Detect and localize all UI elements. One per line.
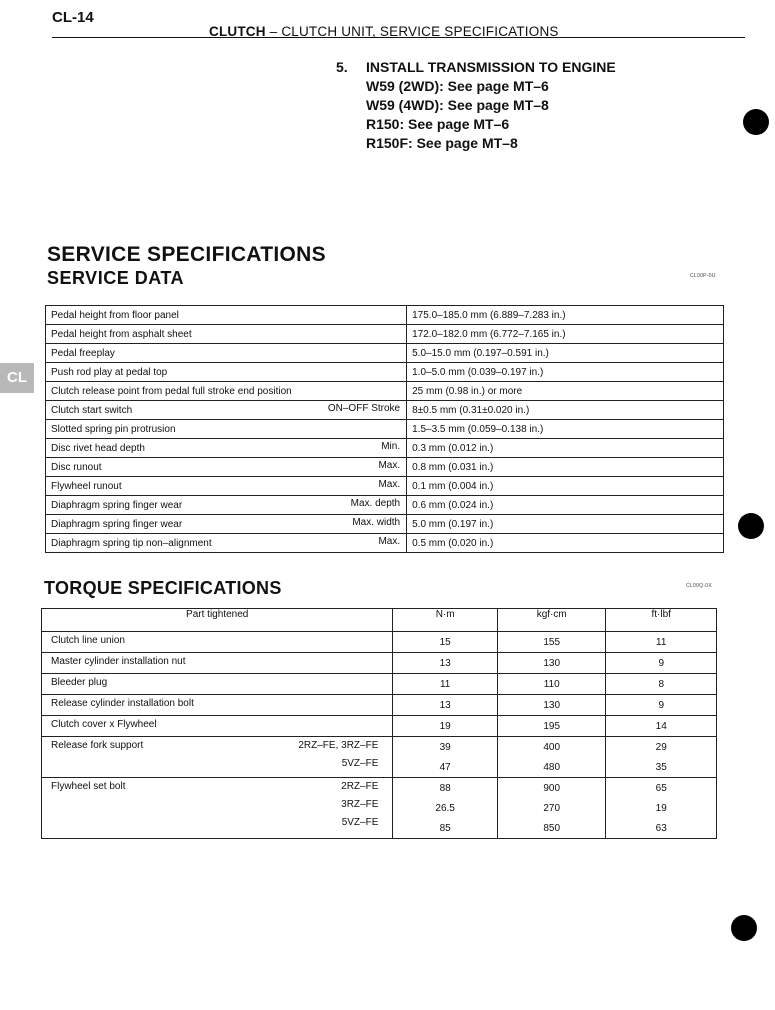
torque-nm-cell bbox=[393, 737, 498, 778]
spec-item: Pedal freeplay bbox=[51, 347, 115, 359]
table-row bbox=[42, 695, 717, 716]
spec-value: 5.0 mm (0.197 in.) bbox=[407, 515, 724, 534]
spec-value: 0.8 mm (0.031 in.) bbox=[407, 458, 724, 477]
header-rule bbox=[52, 37, 745, 38]
torque-nm: 39 bbox=[439, 742, 451, 753]
spec-item: Clutch release point from pedal full stroke end position bbox=[51, 385, 292, 397]
torque-nm: 13 bbox=[439, 700, 451, 711]
table-row bbox=[46, 382, 724, 401]
spec-qualifier: ON–OFF Stroke bbox=[327, 403, 401, 414]
table-row bbox=[46, 439, 724, 458]
torque-kgfcm-cell bbox=[497, 778, 606, 839]
table-row bbox=[46, 458, 724, 477]
table-row bbox=[46, 325, 724, 344]
torque-kgfcm-cell bbox=[497, 716, 606, 737]
spec-item-cell bbox=[46, 363, 407, 382]
table-row bbox=[46, 306, 724, 325]
table-header-row bbox=[42, 609, 717, 632]
spec-item-cell bbox=[46, 439, 407, 458]
table-row bbox=[42, 716, 717, 737]
column-header-kgf: kgf·cm bbox=[497, 609, 606, 632]
torque-nm: 47 bbox=[439, 762, 451, 773]
torque-nm: 26.5 bbox=[435, 803, 455, 814]
spec-value: 1.5–3.5 mm (0.059–0.138 in.) bbox=[407, 420, 724, 439]
torque-kgfcm: 130 bbox=[543, 658, 561, 669]
torque-ftlbf-cell bbox=[606, 737, 717, 778]
torque-part: Master cylinder installation nut bbox=[51, 656, 186, 667]
spec-value: 0.1 mm (0.004 in.) bbox=[407, 477, 724, 496]
service-specifications-heading: SERVICE SPECIFICATIONS bbox=[47, 243, 326, 266]
spec-item-cell bbox=[46, 420, 407, 439]
torque-kgfcm-cell bbox=[497, 653, 606, 674]
torque-nm: 11 bbox=[439, 679, 451, 690]
torque-ftlbf: 9 bbox=[658, 700, 665, 711]
table-row bbox=[46, 363, 724, 382]
engine-variant: 5VZ–FE bbox=[341, 758, 379, 769]
spec-item-cell bbox=[46, 496, 407, 515]
torque-nm-cell bbox=[393, 695, 498, 716]
torque-nm: 19 bbox=[439, 721, 451, 732]
torque-ftlbf: 63 bbox=[655, 823, 667, 834]
spec-value: 172.0–182.0 mm (6.772–7.165 in.) bbox=[407, 325, 724, 344]
spec-item-cell bbox=[46, 306, 407, 325]
torque-kgfcm: 270 bbox=[543, 803, 561, 814]
spec-qualifier: Max. width bbox=[352, 517, 401, 528]
service-data-code: CL00P-0U bbox=[690, 273, 716, 279]
table-row bbox=[42, 737, 717, 778]
torque-ftlbf-cell bbox=[606, 778, 717, 839]
spec-item: Clutch start switch bbox=[51, 404, 133, 416]
table-row bbox=[46, 401, 724, 420]
torque-code: CL00Q-0X bbox=[686, 583, 713, 589]
spec-item: Diaphragm spring tip non–alignment bbox=[51, 537, 212, 549]
torque-specifications-heading: TORQUE SPECIFICATIONS bbox=[44, 578, 282, 598]
torque-part-cell bbox=[42, 737, 393, 778]
torque-nm-cell bbox=[393, 716, 498, 737]
table-row bbox=[46, 515, 724, 534]
spec-item: Diaphragm spring finger wear bbox=[51, 499, 183, 511]
torque-kgfcm: 900 bbox=[543, 783, 561, 794]
binder-hole-dot bbox=[738, 513, 764, 539]
spec-item-cell bbox=[46, 515, 407, 534]
step-reference: W59 (4WD): See page MT–8 bbox=[366, 97, 549, 113]
table-row bbox=[42, 632, 717, 653]
header-subsection: – CLUTCH UNIT, SERVICE SPECIFICATIONS bbox=[265, 24, 559, 39]
spec-value: 1.0–5.0 mm (0.039–0.197 in.) bbox=[407, 363, 724, 382]
spec-item: Pedal height from asphalt sheet bbox=[51, 328, 192, 340]
torque-part: Clutch cover x Flywheel bbox=[51, 719, 157, 730]
column-header-ftlbf: ft·lbf bbox=[606, 609, 717, 632]
torque-nm: 13 bbox=[439, 658, 451, 669]
torque-part-cell bbox=[42, 695, 393, 716]
torque-ftlbf: 8 bbox=[658, 679, 665, 690]
spec-value: 8±0.5 mm (0.31±0.020 in.) bbox=[407, 401, 724, 420]
spec-qualifier: Max. bbox=[378, 460, 401, 471]
torque-ftlbf-cell bbox=[606, 716, 717, 737]
table-row bbox=[46, 344, 724, 363]
torque-kgfcm-cell bbox=[497, 632, 606, 653]
torque-kgfcm: 155 bbox=[543, 637, 561, 648]
spec-qualifier: Max. depth bbox=[350, 498, 401, 509]
spec-item: Flywheel runout bbox=[51, 480, 122, 492]
page-number: CL-14 bbox=[52, 9, 94, 26]
torque-part: Release cylinder installation bolt bbox=[51, 698, 194, 709]
spec-item-cell bbox=[46, 401, 407, 420]
service-data-table bbox=[45, 305, 724, 553]
torque-kgfcm: 480 bbox=[543, 762, 561, 773]
torque-ftlbf-cell bbox=[606, 674, 717, 695]
torque-table bbox=[41, 608, 717, 839]
engine-variant: 3RZ–FE bbox=[341, 799, 379, 810]
spec-item: Disc runout bbox=[51, 461, 102, 473]
torque-nm: 88 bbox=[439, 783, 451, 794]
torque-ftlbf: 65 bbox=[655, 783, 667, 794]
table-row bbox=[42, 653, 717, 674]
torque-ftlbf-cell bbox=[606, 632, 717, 653]
spec-item-cell bbox=[46, 534, 407, 553]
torque-nm-cell bbox=[393, 674, 498, 695]
torque-nm-cell bbox=[393, 778, 498, 839]
spec-item: Diaphragm spring finger wear bbox=[51, 518, 183, 530]
spec-qualifier: Min. bbox=[381, 441, 401, 452]
torque-kgfcm-cell bbox=[497, 737, 606, 778]
torque-kgfcm: 130 bbox=[543, 700, 561, 711]
torque-part-cell bbox=[42, 716, 393, 737]
torque-kgfcm: 195 bbox=[543, 721, 561, 732]
spec-value: 25 mm (0.98 in.) or more bbox=[407, 382, 724, 401]
torque-ftlbf: 14 bbox=[655, 721, 667, 732]
torque-ftlbf-cell bbox=[606, 695, 717, 716]
table-row bbox=[46, 477, 724, 496]
spec-qualifier: Max. bbox=[378, 536, 401, 547]
engine-variant: 2RZ–FE, 3RZ–FE bbox=[298, 740, 379, 751]
binder-hole-dot bbox=[743, 109, 769, 135]
engine-variant: 2RZ–FE bbox=[341, 781, 379, 792]
spec-item-cell bbox=[46, 325, 407, 344]
section-tab: CL bbox=[0, 363, 34, 393]
step-number: 5. bbox=[336, 59, 348, 75]
spec-item: Slotted spring pin protrusion bbox=[51, 423, 176, 435]
torque-nm-cell bbox=[393, 632, 498, 653]
step-title: INSTALL TRANSMISSION TO ENGINE bbox=[366, 59, 616, 75]
torque-part-cell bbox=[42, 653, 393, 674]
step-reference: R150: See page MT–6 bbox=[366, 116, 510, 132]
spec-item-cell bbox=[46, 344, 407, 363]
header-section: CLUTCH bbox=[209, 24, 266, 39]
column-header-nm: N·m bbox=[393, 609, 498, 632]
column-header-part: Part tightened bbox=[42, 609, 393, 632]
step-reference: R150F: See page MT–8 bbox=[366, 135, 518, 151]
torque-part-cell bbox=[42, 632, 393, 653]
table-row bbox=[42, 674, 717, 695]
table-row bbox=[46, 534, 724, 553]
torque-nm: 85 bbox=[439, 823, 451, 834]
spec-value: 5.0–15.0 mm (0.197–0.591 in.) bbox=[407, 344, 724, 363]
spec-value: 0.3 mm (0.012 in.) bbox=[407, 439, 724, 458]
spec-qualifier: Max. bbox=[378, 479, 401, 490]
torque-kgfcm-cell bbox=[497, 674, 606, 695]
service-data-heading: SERVICE DATA bbox=[47, 268, 185, 288]
torque-kgfcm: 850 bbox=[543, 823, 561, 834]
torque-part: Clutch line union bbox=[51, 635, 125, 646]
spec-value: 175.0–185.0 mm (6.889–7.283 in.) bbox=[407, 306, 724, 325]
step-reference: W59 (2WD): See page MT–6 bbox=[366, 78, 549, 94]
torque-ftlbf: 29 bbox=[655, 742, 667, 753]
spec-item: Disc rivet head depth bbox=[51, 442, 145, 454]
table-row bbox=[42, 778, 717, 839]
spec-item: Push rod play at pedal top bbox=[51, 366, 168, 378]
spec-item-cell bbox=[46, 458, 407, 477]
table-row bbox=[46, 420, 724, 439]
torque-part-cell bbox=[42, 674, 393, 695]
torque-kgfcm-cell bbox=[497, 695, 606, 716]
torque-ftlbf: 35 bbox=[655, 762, 667, 773]
torque-ftlbf: 11 bbox=[656, 637, 667, 648]
torque-ftlbf: 19 bbox=[655, 803, 667, 814]
torque-ftlbf-cell bbox=[606, 653, 717, 674]
binder-hole-dot bbox=[731, 915, 757, 941]
install-step bbox=[336, 58, 616, 153]
torque-part: Release fork support bbox=[51, 740, 144, 751]
torque-ftlbf: 9 bbox=[658, 658, 665, 669]
torque-part: Flywheel set bolt bbox=[51, 781, 126, 792]
spec-item-cell bbox=[46, 477, 407, 496]
spec-value: 0.5 mm (0.020 in.) bbox=[407, 534, 724, 553]
spec-item-cell bbox=[46, 382, 407, 401]
torque-part: Bleeder plug bbox=[51, 677, 108, 688]
torque-nm: 15 bbox=[439, 637, 451, 648]
torque-kgfcm: 400 bbox=[543, 742, 561, 753]
spec-value: 0.6 mm (0.024 in.) bbox=[407, 496, 724, 515]
torque-nm-cell bbox=[393, 653, 498, 674]
spec-item: Pedal height from floor panel bbox=[51, 309, 179, 321]
table-row bbox=[46, 496, 724, 515]
engine-variant: 5VZ–FE bbox=[341, 817, 379, 828]
torque-part-cell bbox=[42, 778, 393, 839]
torque-kgfcm: 110 bbox=[543, 679, 560, 690]
